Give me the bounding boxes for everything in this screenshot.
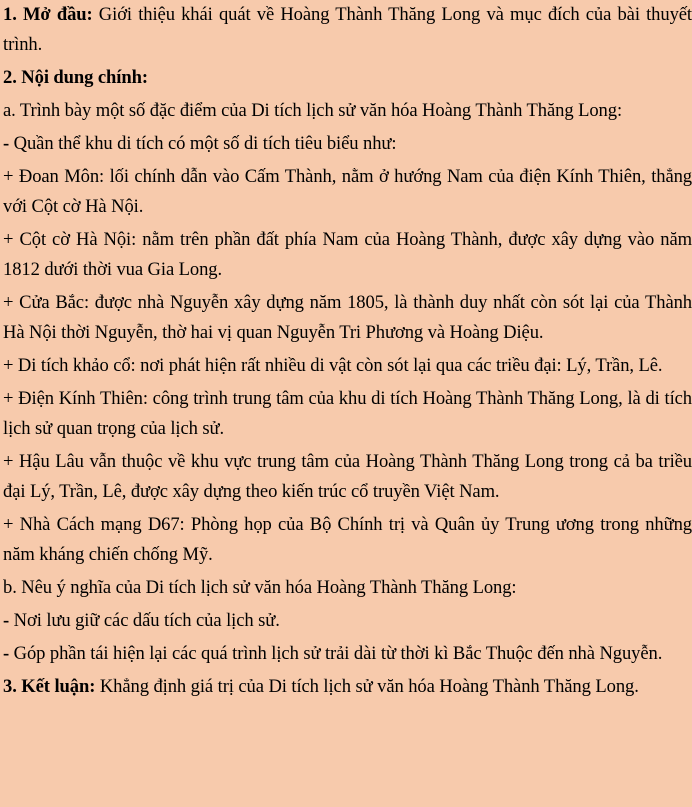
khao-co-text: + Di tích khảo cổ: nơi phát hiện rất nhiều di vật còn sót lại qua các triều đại: Lý, Trần, Lê. (3, 355, 663, 376)
kinh-thien-text: + Điện Kính Thiên: công trình trung tâm của khu di tích Hoàng Thành Thăng Long, là di tích lịch sử quan trọng của lịch sử. (3, 388, 692, 439)
paragraph-hau-lau (3, 447, 692, 507)
paragraph-d67 (3, 510, 692, 570)
paragraph-section-b (3, 573, 692, 603)
meaning-1-text: Nơi lưu giữ các dấu tích của lịch sử. (9, 610, 280, 631)
heading-conclusion: 3. Kết luận: (3, 676, 96, 697)
paragraph-main-content-heading (3, 63, 692, 93)
paragraph-intro (3, 0, 692, 60)
section-a-text: a. Trình bày một số đặc điểm của Di tích lịch sử văn hóa Hoàng Thành Thăng Long: (3, 100, 623, 121)
conclusion-text: Khẳng định giá trị của Di tích lịch sử văn hóa Hoàng Thành Thăng Long. (95, 676, 639, 697)
heading-intro: 1. Mở đầu: (3, 4, 93, 25)
d67-text: + Nhà Cách mạng D67: Phòng họp của Bộ Chính trị và Quân ủy Trung ương trong những năm kháng chiến chống Mỹ. (3, 514, 692, 565)
doan-mon-text: + Đoan Môn: lối chính dẫn vào Cấm Thành, nằm ở hướng Nam của điện Kính Thiên, thẳng với Cột cờ Hà Nội. (3, 166, 692, 217)
cua-bac-text: + Cửa Bắc: được nhà Nguyễn xây dựng năm 1805, là thành duy nhất còn sót lại của Thành Hà Nội thời Nguyễn, thờ hai vị quan Nguyễn Tri Phương và Hoàng Diệu. (3, 292, 692, 343)
intro-text: Giới thiệu khái quát về Hoàng Thành Thăng Long và mục đích của bài thuyết trình. (3, 4, 692, 55)
paragraph-cot-co (3, 225, 692, 285)
dash-bullet: - (3, 610, 10, 631)
paragraph-meaning-2 (3, 639, 692, 669)
paragraph-section-a (3, 96, 692, 126)
paragraph-relic-complex (3, 129, 692, 159)
paragraph-doan-mon (3, 162, 692, 222)
cot-co-text: + Cột cờ Hà Nội: nằm trên phần đất phía Nam của Hoàng Thành, được xây dựng vào năm 1812 dưới thời vua Gia Long. (3, 229, 692, 280)
meaning-2-text: Góp phần tái hiện lại các quá trình lịch sử trải dài từ thời kì Bắc Thuộc đến nhà Nguyễn. (9, 643, 663, 664)
dash-bullet: - (3, 133, 10, 154)
dash-bullet: - (3, 643, 10, 664)
paragraph-conclusion (3, 672, 692, 702)
paragraph-meaning-1 (3, 606, 692, 636)
relic-complex-text: Quần thể khu di tích có một số di tích tiêu biểu như: (9, 133, 397, 154)
paragraph-kinh-thien (3, 384, 692, 444)
paragraph-khao-co (3, 351, 692, 381)
hau-lau-text: + Hậu Lâu vẫn thuộc về khu vực trung tâm của Hoàng Thành Thăng Long trong cả ba triều đại Lý, Trần, Lê, được xây dựng theo kiến trúc cổ truyền Việt Nam. (3, 451, 692, 502)
paragraph-cua-bac (3, 288, 692, 348)
heading-main-content: 2. Nội dung chính: (3, 67, 148, 88)
section-b-text: b. Nêu ý nghĩa của Di tích lịch sử văn hóa Hoàng Thành Thăng Long: (3, 577, 517, 598)
